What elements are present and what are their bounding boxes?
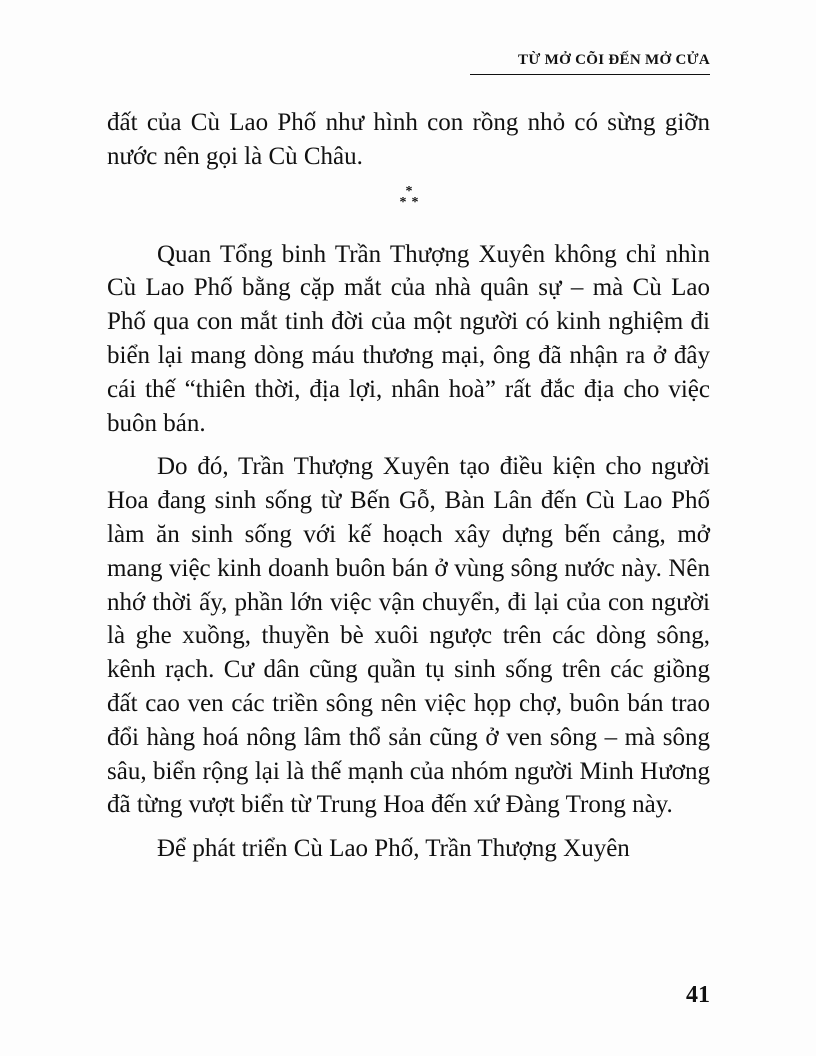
svg-text:*: *: [399, 194, 406, 208]
page-number: 41: [686, 982, 710, 1008]
svg-text:*: *: [411, 194, 418, 208]
running-header: TỪ MỞ CÕI ĐẾN MỞ CỬA: [518, 52, 710, 68]
body-text: [107, 106, 710, 866]
section-separator: [107, 174, 710, 238]
paragraph-3: Do đó, Trần Thượng Xuyên tạo điều kiện cho người Hoa đang sinh sống từ Bến Gỗ, Bàn Lân đến Cù Lao Phố làm ăn sinh sống với kế hoạch xây dựng bến cảng, mở mang việc kinh doanh buôn bán ở vùng sông nước này. Nên nhớ thời ấy, phần lớn việc vận chuyển, đi lại của con người là ghe xuồng, thuyền bè xuôi ngược trên các dòng sông, kênh rạch. Cư dân cũng quần tụ sinh sống trên các giồng đất cao ven các triền sông nên việc họp chợ, buôn bán trao đổi hàng hoá nông lâm thổ sản cũng ở ven sông – mà sông sâu, biển rộng lại là thế mạnh của nhóm người Minh Hương đã từng vượt biển từ Trung Hoa đến xứ Đàng Trong này.: [107, 453, 710, 819]
header-rule: [470, 74, 710, 75]
paragraph-1: đất của Cù Lao Phố như hình con rồng nhỏ có sừng giỡn nước nên gọi là Cù Châu.: [107, 109, 710, 170]
asterism-icon: [394, 184, 424, 208]
paragraph-2: Quan Tổng binh Trần Thượng Xuyên không chỉ nhìn Cù Lao Phố bằng cặp mắt của nhà quân sự – mà Cù Lao Phố qua con mắt tinh đời của một người có kinh nghiệm đi biển lại mang dòng máu thương mại, ông đã nhận ra ở đây cái thế “thiên thời, địa lợi, nhân hoà” rất đắc địa cho việc buôn bán.: [107, 240, 710, 437]
paragraph-4: Để phát triển Cù Lao Phố, Trần Thượng Xuyên: [157, 835, 630, 863]
svg-text:*: *: [405, 183, 412, 199]
